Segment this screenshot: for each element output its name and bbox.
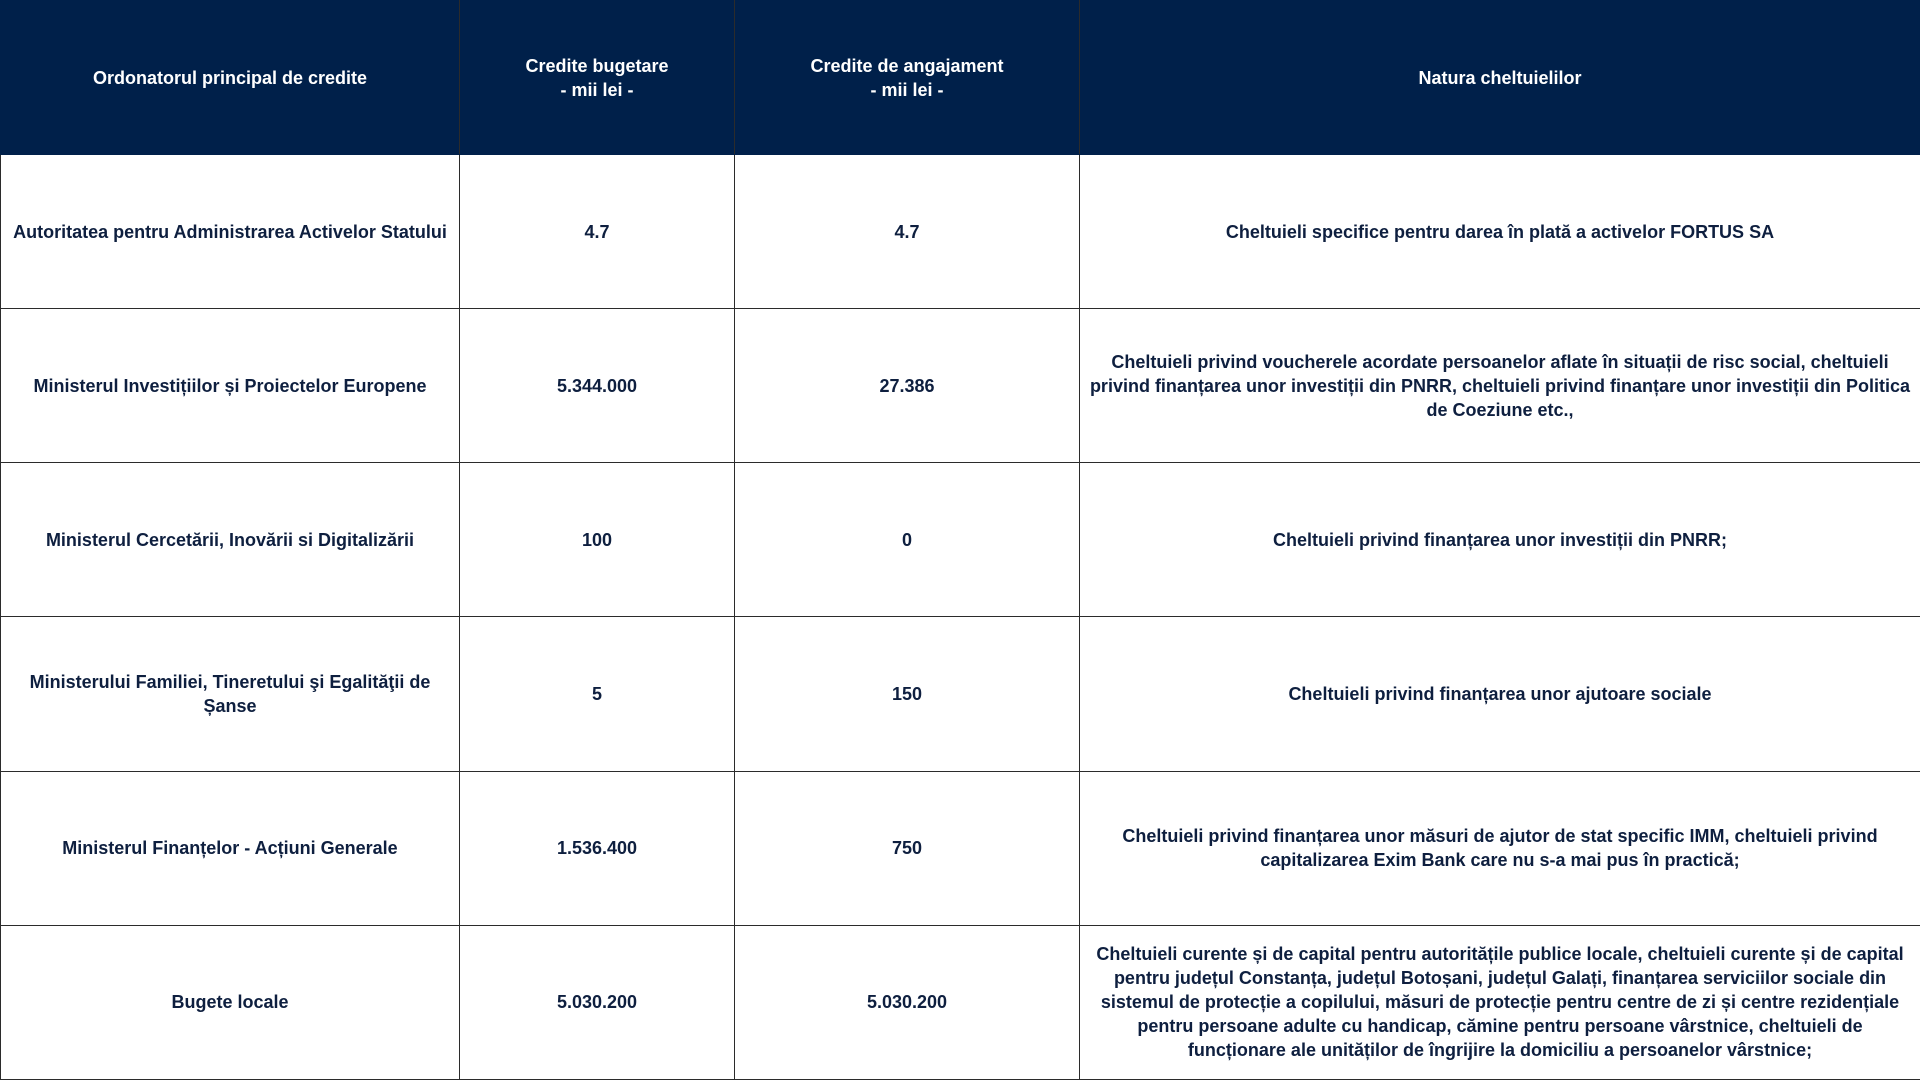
- cell-natura: Cheltuieli privind voucherele acordate persoanelor aflate în situații de risc social, cheltuieli privind finanțarea unor investiții din PNRR, cheltuieli privind finanțare unor investiții din Politica de Coeziune etc.,: [1080, 309, 1920, 463]
- cell-ordonator: Ministerul Finanțelor - Acțiuni Generale: [1, 771, 460, 925]
- cell-credite-angajament: 5.030.200: [735, 925, 1080, 1079]
- cell-natura: Cheltuieli privind finanțarea unor ajutoare sociale: [1080, 617, 1920, 771]
- header-credite-bugetare-unit: - mii lei -: [560, 79, 634, 100]
- cell-credite-angajament: 150: [735, 617, 1080, 771]
- header-ordonator-label: Ordonatorul principal de credite: [92, 67, 368, 88]
- table-body: [1, 155, 1920, 1080]
- cell-natura: Cheltuieli privind finanțarea unor investiții din PNRR;: [1080, 463, 1920, 617]
- cell-ordonator: Ministerul Investițiilor și Proiectelor Europene: [1, 309, 460, 463]
- header-ordonator: [1, 1, 460, 155]
- table-row: [1, 155, 1920, 309]
- cell-credite-angajament: 4.7: [735, 155, 1080, 309]
- header-credite-angajament: [735, 1, 1080, 155]
- table-row: [1, 771, 1920, 925]
- cell-ordonator: Ministerului Familiei, Tineretului şi Egalităţii de Șanse: [1, 617, 460, 771]
- cell-credite-angajament: 0: [735, 463, 1080, 617]
- cell-credite-bugetare: 100: [460, 463, 735, 617]
- cell-credite-bugetare: 5: [460, 617, 735, 771]
- cell-ordonator: Bugete locale: [1, 925, 460, 1079]
- header-natura-label: Natura cheltuielilor: [1418, 67, 1582, 88]
- header-credite-angajament-label: Credite de angajament: [810, 55, 1004, 76]
- cell-natura: Cheltuieli curente și de capital pentru autoritățile publice locale, cheltuieli curente și de capital pentru județul Constanța, județul Botoșani, județul Galați, finanțarea serviciilor sociale din sistemul de protecție a copilului, măsuri de protecție pentru centre de zi și centre rezidențiale pentru persoane adulte cu handicap, cămine pentru persoane vârstnice, cheltuieli de funcționare ale unităților de îngrijire la domiciliu a persoanelor vârstnice;: [1080, 925, 1920, 1079]
- table-header: [1, 1, 1920, 155]
- table-row: [1, 463, 1920, 617]
- cell-credite-bugetare: 1.536.400: [460, 771, 735, 925]
- cell-credite-angajament: 750: [735, 771, 1080, 925]
- table-row: [1, 309, 1920, 463]
- cell-natura: Cheltuieli privind finanțarea unor măsuri de ajutor de stat specific IMM, cheltuieli privind capitalizarea Exim Bank care nu s-a mai pus în practică;: [1080, 771, 1920, 925]
- table-row: [1, 925, 1920, 1079]
- header-row: [1, 1, 1920, 155]
- cell-ordonator: Ministerul Cercetării, Inovării si Digitalizării: [1, 463, 460, 617]
- header-credite-bugetare-label: Credite bugetare: [525, 55, 669, 76]
- cell-credite-bugetare: 4.7: [460, 155, 735, 309]
- cell-credite-bugetare: 5.344.000: [460, 309, 735, 463]
- cell-credite-bugetare: 5.030.200: [460, 925, 735, 1079]
- header-credite-angajament-unit: - mii lei -: [870, 79, 944, 100]
- table-row: [1, 617, 1920, 771]
- cell-ordonator: Autoritatea pentru Administrarea Activelor Statului: [1, 155, 460, 309]
- cell-credite-angajament: 27.386: [735, 309, 1080, 463]
- header-credite-bugetare: [460, 1, 735, 155]
- header-natura: [1080, 1, 1920, 155]
- cell-natura: Cheltuieli specifice pentru darea în plată a activelor FORTUS SA: [1080, 155, 1920, 309]
